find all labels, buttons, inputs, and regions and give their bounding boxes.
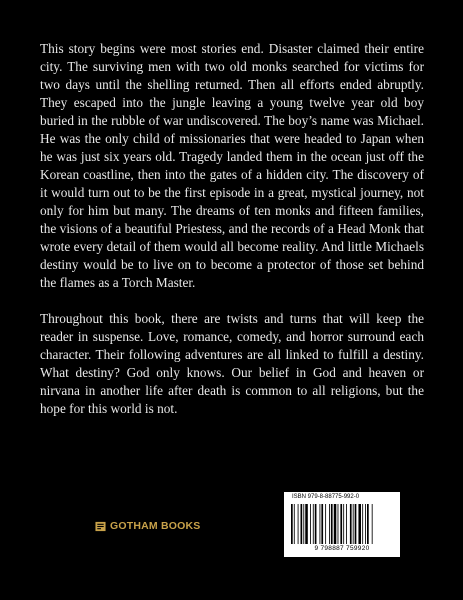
publisher-logo bbox=[95, 520, 200, 532]
barcode-bar bbox=[321, 504, 323, 544]
book-logo-icon bbox=[95, 521, 106, 532]
barcode-bar bbox=[338, 504, 339, 544]
barcode-bar bbox=[294, 504, 295, 544]
barcode-bar bbox=[362, 504, 363, 544]
barcode-bar bbox=[315, 504, 317, 544]
barcode-bar bbox=[329, 504, 330, 544]
barcode-bar bbox=[325, 504, 326, 544]
barcode-bar bbox=[301, 504, 303, 544]
barcode-digits: 9 798887 759920 bbox=[314, 545, 370, 552]
barcode-bar bbox=[367, 504, 369, 544]
isbn-barcode bbox=[284, 492, 400, 557]
barcode-bar bbox=[358, 504, 361, 544]
isbn-label: ISBN 979-8-88775-992-0 bbox=[292, 494, 360, 500]
back-cover-blurb bbox=[40, 40, 424, 418]
barcode-bar bbox=[305, 504, 308, 544]
barcode-bar bbox=[372, 504, 373, 544]
barcode-bar bbox=[291, 504, 293, 544]
barcode-bar bbox=[298, 504, 299, 544]
barcode-bars bbox=[290, 504, 394, 544]
barcode-bar bbox=[310, 504, 311, 544]
barcode-bar bbox=[331, 504, 333, 544]
barcode-bar bbox=[334, 504, 337, 544]
blurb-paragraph-1: This story begins were most stories end. Disaster claimed their entire city. The surviving men with two old monks searched for victims for two days until the shelling returned. Then all efforts ended abruptly. They escaped into the jungle leaving a young twelve year old boy buried in the rubble of war undiscovered. The boy’s name was Michael. He was the only child of missionaries that were headed to Japan when he was just six years old. Tragedy landed them in the ocean just off the Korean coastline, then into the gates of a hidden city. The discovery of it would turn out to be the first episode in a great, mystical journey, not only for him but many. The dreams of ten monks and fifteen families, the visions of a beautiful Priestess, and the records of a Head Monk that wrote every detail of them would all become reality. And little Michaels destiny would be to live on to become a protector of those set behind the flames as a Torch Master. bbox=[40, 41, 424, 290]
publisher-name: GOTHAM BOOKS bbox=[110, 520, 201, 532]
barcode-bar bbox=[320, 504, 321, 544]
barcode-bar bbox=[343, 504, 344, 544]
barcode-bar bbox=[346, 504, 347, 544]
barcode-bar bbox=[350, 504, 352, 544]
blurb-paragraph-2: Throughout this book, there are twists and turns that will keep the reader in suspense. Love, romance, comedy, and horror surround each character. Their following adventures are all linked to fulfill a destiny. What destiny? God only knows. Our belief in God and heaven or nirvana in another life after death is common to all religions, but the hope for this world is not. bbox=[40, 311, 424, 416]
barcode-bar bbox=[355, 504, 357, 544]
barcode-bar bbox=[303, 504, 304, 544]
barcode-bar bbox=[340, 504, 342, 544]
barcode-bar bbox=[313, 504, 314, 544]
barcode-bar bbox=[365, 504, 366, 544]
barcode-bar bbox=[353, 504, 354, 544]
